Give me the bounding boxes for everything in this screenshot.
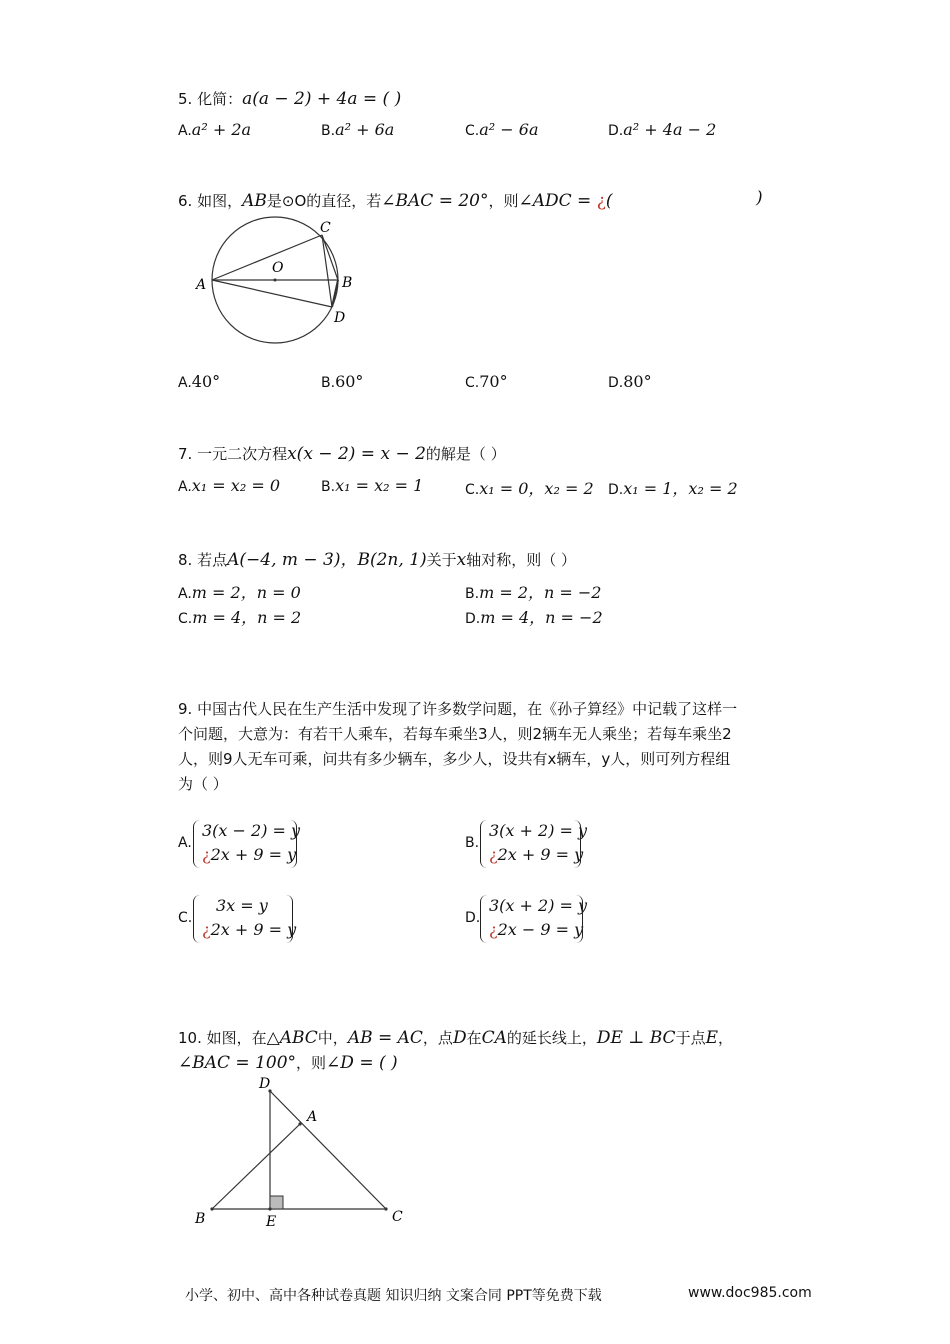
q8-option-c: C.m = 4，n = 2 <box>178 608 302 627</box>
label-a: A <box>307 1109 318 1125</box>
label-e: E <box>266 1214 277 1230</box>
q5-option-c: C.a² − 6a <box>465 120 539 139</box>
q6-option-b: B.60° <box>321 372 364 391</box>
q10-figure <box>190 1073 410 1233</box>
q9-option-b-label: B. <box>465 835 480 851</box>
point-a <box>298 1122 301 1125</box>
q9-option-d-eq2: ¿2x − 9 = y <box>489 920 584 939</box>
q9-option-c-eq1: 3x = y <box>216 896 268 915</box>
label-c: C <box>392 1209 403 1225</box>
q9-option-a-eq1: 3(x − 2) = y <box>202 821 301 840</box>
label-c: C <box>320 220 331 236</box>
q8-stem: 8. 若点A(−4, m − 3)，B(2n, 1)关于x轴对称，则（ ） <box>178 550 577 570</box>
q6-stem-close: ) <box>756 188 763 208</box>
segment-ba <box>212 1124 300 1209</box>
q7-option-d: D.x₁ = 1，x₂ = 2 <box>608 479 738 498</box>
q9-option-b-eq2: ¿2x + 9 = y <box>489 845 584 864</box>
q5-option-d: D.a² + 4a − 2 <box>608 120 717 139</box>
q9-option-c-eq2: ¿2x + 9 = y <box>202 920 297 939</box>
q8-option-a: A.m = 2，n = 0 <box>178 583 301 602</box>
q6-option-d: D.80° <box>608 372 652 391</box>
label-a: A <box>196 277 207 293</box>
q9-option-d-label: D. <box>465 910 481 926</box>
right-angle-mark <box>270 1196 283 1209</box>
q9-option-d-eq1: 3(x + 2) = y <box>489 896 588 915</box>
q9-stem: 9. 中国古代人民在生产生活中发现了许多数学问题，在《孙子算经》中记载了这样一 个问题，大意为：有若干人乘车，若每车乘坐3人，则2辆车无人乘坐；若每车乘坐2 人，则9人无车可乘，问共有多少辆车，多少人，设共有x辆车，y人，则可列方程组 为（ ） <box>178 700 738 793</box>
q6-stem: 6. 如图，AB是⊙O的直径，若∠BAC = 20°，则∠ADC = ¿( <box>178 191 613 211</box>
label-d: D <box>334 310 346 326</box>
q7-stem: 7. 一元二次方程x(x − 2) = x − 2的解是（ ） <box>178 444 506 464</box>
q6-option-c: C.70° <box>465 372 508 391</box>
segment-dc <box>270 1091 386 1209</box>
q7-option-b: B.x₁ = x₂ = 1 <box>321 476 424 495</box>
footer-url[interactable]: www.doc985.com <box>688 1285 812 1301</box>
q9-option-a-eq2: ¿2x + 9 = y <box>202 845 297 864</box>
label-b: B <box>342 275 353 291</box>
q9-option-b-eq1: 3(x + 2) = y <box>489 821 588 840</box>
label-b: B <box>195 1211 206 1227</box>
q5-option-a: A.a² + 2a <box>178 120 252 139</box>
label-o: O <box>272 260 284 276</box>
label-d: D <box>259 1076 271 1092</box>
q8-option-d: D.m = 4，n = −2 <box>465 608 603 627</box>
q10-stem-line2: ∠BAC = 100°，则∠D = ( ) <box>178 1053 398 1073</box>
q9-option-c-label: C. <box>178 910 193 926</box>
segment-cb <box>322 235 338 280</box>
q6-option-a: A.40° <box>178 372 221 391</box>
footer-text: 小学、初中、高中各种试卷真题 知识归纳 文案合同 PPT等免费下载 <box>185 1288 602 1304</box>
q5-stem: 5. 化简：a(a − 2) + 4a = ( ) <box>178 89 402 109</box>
point-o <box>274 279 277 282</box>
segment-ad <box>212 280 332 307</box>
q7-option-a: A.x₁ = x₂ = 0 <box>178 476 280 495</box>
segment-ac <box>212 235 322 280</box>
q7-option-c: C.x₁ = 0，x₂ = 2 <box>465 479 594 498</box>
segment-cd <box>322 235 332 307</box>
q6-figure <box>192 212 362 352</box>
q8-option-b: B.m = 2，n = −2 <box>465 583 602 602</box>
q9-option-a-label: A. <box>178 835 192 851</box>
q10-stem-line1: 10. 如图，在△ABC中，AB = AC，点D在CA的延长线上，DE ⊥ BC于点E， <box>178 1028 734 1048</box>
q5-option-b: B.a² + 6a <box>321 120 395 139</box>
